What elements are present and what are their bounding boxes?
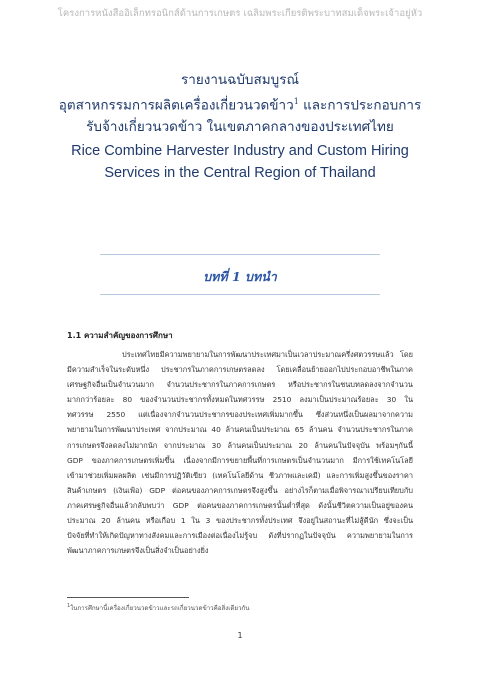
paragraph-line: สินค้าเกษตร (เงินเฟ้อ) GDP ต่อคนของภาคการเกษตรจึงสูงขึ้น อย่างไรก็ตามเมื่อพิจารณาเปรียบเทียบกับ — [67, 485, 413, 495]
chapter-rule-bottom — [100, 294, 380, 295]
page-number: 1 — [237, 631, 243, 640]
title-block — [0, 70, 480, 184]
paragraph-line: เศรษฐกิจอื่นเป็นจำนวนมาก จำนวนประชากรในภาคการเกษตร หรือประชากรในชนบทลดลงจากจำนวน — [67, 380, 413, 390]
title-en-line1: Rice Combine Harvester Industry and Custom Hiring — [71, 142, 409, 159]
paragraph-line: ประมาณ 20 ล้านคน หรือเกือบ 1 ใน 3 ของประชากรทั้งประเทศ จึงอยู่ในสถานะที่ไม่สู้ดีนัก ซึ่งจะเป็น — [67, 516, 413, 526]
footnote-number: 1 — [67, 603, 71, 609]
footnote-marker[interactable]: 1 — [293, 97, 299, 106]
paragraph-line: GDP ของภาคการเกษตรเพิ่มขึ้น เนื่องจากมีการขยายพื้นที่การเกษตรเป็นจำนวนมาก มีการใช้เทคโนโลยี — [67, 455, 413, 465]
paragraph-line: มากกว่าร้อยละ 80 ของจำนวนประชากรทั้งหมดในทศวรรษ 2510 ลงมาเป็นประมาณร้อยละ 30 ใน — [67, 395, 413, 405]
paragraph-line: พัฒนาภาคการเกษตรจึงเป็นสิ่งจำเป็นอย่างยิ่ง — [67, 546, 209, 556]
title-th-line1-tail: และการประกอบการ — [298, 97, 422, 114]
paragraph-line: การเกษตรจึงลดลงไม่มากนัก จากประมาณ 30 ล้านคนเป็นประมาณ 20 ล้านคนในปัจจุบัน พร้อมๆกันนี้ — [67, 440, 413, 450]
paragraph-line: ประเทศไทยมีความพยายามในการพัฒนาประเทศมาเป็นเวลาประมาณครึ่งศตวรรษแล้ว โดย — [122, 350, 413, 359]
paragraph-line: พยายามในการพัฒนาประเทศ จากประมาณ 40 ล้านคนเป็นประมาณ 65 ล้านคน จำนวนประชากรในภาค — [67, 425, 413, 435]
paragraph-line: ทศวรรษ 2550 แต่เนื่องจากจำนวนประชากรของประเทศเพิ่มมากขึ้น ซึ่งส่วนหนึ่งเป็นผลมาจากความ — [67, 410, 413, 420]
title-en-line2: Services in the Central Region of Thailand — [104, 164, 376, 181]
footnote-separator — [67, 597, 189, 598]
report-label: รายงานฉบับสมบูรณ์ — [181, 72, 299, 88]
title-th-line1 — [0, 91, 480, 117]
paragraph-line: มีความสำเร็จในระดับหนึ่ง ประชากรในภาคการเกษตรลดลง โดยเคลื่อนย้ายออกไปประกอบอาชีพในภาค — [67, 365, 413, 375]
footnote-text: ในการศึกษานี้เครื่องเกี่ยวนวดข้าวและรถเกี่ยวนวดข้าวคือสิ่งเดียวกัน — [70, 605, 250, 613]
body-paragraph — [67, 347, 413, 558]
paragraph-line: ภาคเศรษฐกิจอื่นแล้วกลับพบว่า GDP ต่อคนของภาคการเกษตรนั้นต่ำที่สุด ดังนั้นชีวิตความเป็นอยู่ของคน — [67, 500, 413, 510]
section-heading: 1.1 ความสำคัญของการศึกษา — [67, 331, 173, 340]
title-th-line1-text: อุตสาหกรรมการผลิตเครื่องเกี่ยวนวดข้าว — [58, 97, 294, 114]
running-header: โครงการหนังสืออิเล็กทรอนิกส์ด้านการเกษตร เฉลิมพระเกียรติพระบาทสมเด็จพระเจ้าอยู่หัว — [57, 8, 423, 19]
chapter-title: บทที่ 1 บทนำ — [203, 269, 277, 284]
paragraph-line: ปัจจัยที่ทำให้เกิดปัญหาทางสังคมและการเมืองต่อเนื่องไม่รู้จบ ดังที่ปรากฏในปัจจุบัน ความพยายามในการ — [67, 531, 413, 541]
chapter-rule-top — [100, 254, 380, 255]
paragraph-line: เข้ามาช่วยเพิ่มผลผลิต เช่นมีการปฏิวัติเขียว (เทคโนโลยีด้าน ชีวภาพและเคมี) และการเพิ่มสูงขึ้นของราคา — [67, 470, 413, 480]
footnote — [67, 603, 250, 613]
title-th-line2: รับจ้างเกี่ยวนวดข้าว ในเขตภาคกลางของประเทศไทย — [86, 118, 394, 135]
